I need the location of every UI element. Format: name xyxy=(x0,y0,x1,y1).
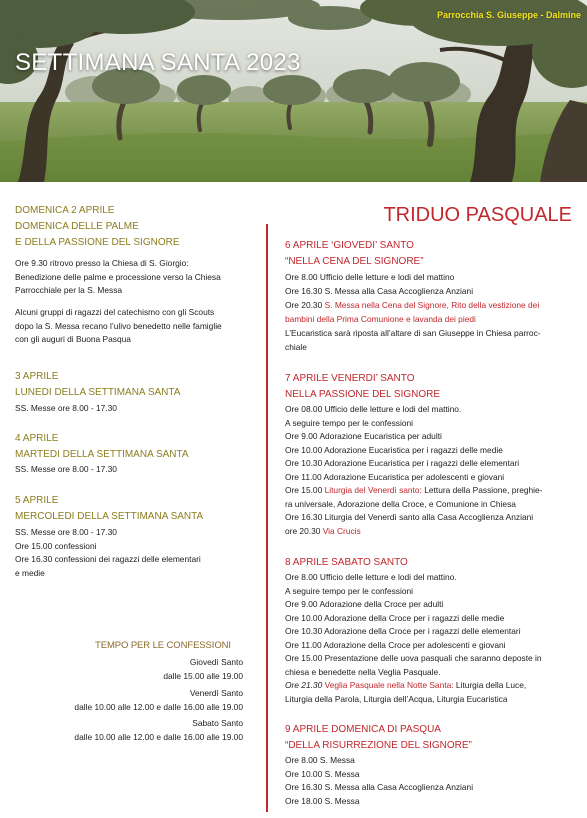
time-text: ore 20.30 xyxy=(285,525,321,536)
schedule-line xyxy=(285,312,541,326)
confessions-times xyxy=(15,655,243,747)
schedule-line: Ore 15.00 confessioni xyxy=(15,540,97,551)
schedule-line: Ore 16.30 S. Messa alla Casa Accoglienza Anziani xyxy=(285,782,474,792)
schedule-line: Ore 10.00 Adorazione Eucaristica per i ragazzi delle medie xyxy=(285,444,503,455)
friday-heading xyxy=(285,371,440,403)
day-heading-line: 8 APRILE SABATO SANTO xyxy=(285,557,408,568)
day-heading-line: E DELLA PASSIONE DEL SIGNORE xyxy=(15,237,180,248)
day-heading-line: DOMENICA 2 APRILE xyxy=(15,205,115,216)
thursday-heading xyxy=(285,238,424,270)
schedule-line: Ore 11.00 Adorazione della Croce per adolescenti e giovani xyxy=(285,639,506,650)
tuesday-heading xyxy=(15,431,189,463)
text-line: Parrocchiale per la S. Messa xyxy=(15,285,123,295)
confession-entry xyxy=(15,716,243,747)
schedule-line: A seguire tempo per le confessioni xyxy=(285,417,414,428)
monday-schedule xyxy=(15,402,117,416)
schedule-line: chiale xyxy=(285,342,307,352)
schedule-line: e medie xyxy=(15,567,45,578)
day-heading-line: 6 APRILE ‘GIOVEDI’ SANTO xyxy=(285,240,414,251)
schedule-line: SS. Messe ore 8.00 - 17.30 xyxy=(15,527,117,537)
time-text: Ore 21.30 xyxy=(285,680,323,690)
schedule-line: Ore 16.30 confessioni dei ragazzi delle elementari xyxy=(15,554,201,564)
palm-sunday-heading xyxy=(15,203,180,251)
palm-sunday-procession-text xyxy=(15,257,221,298)
confession-hours: dalle 10.00 alle 12.00 e dalle 16.00 alle 19.00 xyxy=(74,732,243,742)
day-heading-line: DOMENICA DELLE PALME xyxy=(15,221,139,232)
highlight-text: S. Messa nella Cena del Signore, Rito della vestizione dei xyxy=(324,300,540,310)
day-heading-line: 7 APRILE VENERDI’ SANTO xyxy=(285,373,415,384)
highlight-text: Veglia Pasquale nella Notte Santa: xyxy=(324,680,454,690)
easter-sunday-schedule xyxy=(285,754,473,808)
text-line: con gli auguri di Buona Pasqua xyxy=(15,334,131,344)
schedule-line: Ore 16.30 S. Messa alla Casa Accoglienza Anziani xyxy=(285,286,474,296)
day-heading-line: “DELLA RISURREZIONE DEL SIGNORE” xyxy=(285,740,472,751)
line-text: Liturgia della Luce, xyxy=(455,680,527,690)
wednesday-heading xyxy=(15,493,203,525)
monday-heading xyxy=(15,369,180,401)
day-heading-line: MERCOLEDI DELLA SETTIMANA SANTA xyxy=(15,511,204,522)
confession-day: Sabato Santo xyxy=(192,718,243,728)
schedule-line: chiesa e benedette nella Veglia Pasquale. xyxy=(285,666,441,677)
wednesday-schedule xyxy=(15,526,201,580)
schedule-line: SS. Messe ore 8.00 - 17.30 xyxy=(15,403,117,413)
flyer-title: SETTIMANA SANTA 2023 xyxy=(15,49,301,76)
day-heading-line: 5 APRILE xyxy=(15,495,59,506)
schedule-line: Ore 18.00 S. Messa xyxy=(285,795,360,806)
text-line: Alcuni gruppi di ragazzi del catechismo con gli Scouts xyxy=(15,307,215,317)
parish-name: Parrocchia S. Giuseppe - Dalmine xyxy=(436,10,581,20)
time-text: Ore 20.30 xyxy=(285,300,323,310)
schedule-line: ra universale, Adorazione della Croce, e Comunione in Chiesa xyxy=(285,498,516,509)
schedule-line: Ore 8.00 Ufficio delle letture e lodi del mattino. xyxy=(285,572,457,582)
text-line: Benedizione delle palme e processione verso la Chiesa xyxy=(15,271,221,282)
saturday-schedule xyxy=(285,571,542,706)
schedule-line: Ore 10.00 S. Messa xyxy=(285,768,360,779)
time-text: Ore 15.00 xyxy=(285,485,323,495)
triduo-title: TRIDUO PASQUALE xyxy=(383,204,572,226)
schedule-line xyxy=(285,298,541,312)
schedule-line: A seguire tempo per le confessioni xyxy=(285,585,414,596)
schedule-line: Ore 10.30 Adorazione della Croce per i ragazzi delle elementari xyxy=(285,626,521,636)
tuesday-schedule xyxy=(15,463,117,477)
palm-sunday-olive-text xyxy=(15,306,222,347)
highlight-text: bambini della Prima Comunione e lavanda dei piedi xyxy=(285,314,476,324)
schedule-line: Ore 9.00 Adorazione della Croce per adulti xyxy=(285,599,444,609)
schedule-line: Ore 11.00 Adorazione Eucaristica per adolescenti e giovani xyxy=(285,471,505,482)
highlight-text: Via Crucis xyxy=(322,525,361,536)
confession-hours: dalle 15.00 alle 19.00 xyxy=(163,671,243,681)
schedule-line: SS. Messe ore 8.00 - 17.30 xyxy=(15,464,117,474)
day-heading-line: NELLA PASSIONE DEL SIGNORE xyxy=(285,389,441,400)
confessions-title: TEMPO PER LE CONFESSIONI xyxy=(95,640,231,651)
schedule-line xyxy=(285,679,542,693)
confession-day: Venerdì Santo xyxy=(189,687,243,698)
schedule-line: Ore 15.00 Presentazione delle uova pasquali che saranno deposte in xyxy=(285,653,542,663)
confession-entry xyxy=(15,686,243,717)
day-heading-line: LUNEDI DELLA SETTIMANA SANTA xyxy=(15,387,181,398)
schedule-line: Ore 8.00 S. Messa xyxy=(285,755,355,765)
friday-schedule xyxy=(285,403,542,538)
day-heading-line: 3 APRILE xyxy=(15,371,59,382)
schedule-line: Ore 16.30 Liturgia del Venerdì santo alla Casa Accoglienza Anziani xyxy=(285,512,534,522)
schedule-line: Ore 8.00 Ufficio delle letture e lodi del mattino xyxy=(285,272,455,282)
day-heading-line: MARTEDI DELLA SETTIMANA SANTA xyxy=(15,449,189,460)
schedule-line: Ore 10.00 Adorazione della Croce per i ragazzi delle medie xyxy=(285,612,505,623)
day-heading-line: 4 APRILE xyxy=(15,433,59,444)
easter-sunday-heading xyxy=(285,722,472,754)
schedule-line: L’Eucaristica sarà riposta all’altare di san Giuseppe in Chiesa parroc- xyxy=(285,328,541,338)
saturday-heading xyxy=(285,555,408,571)
olive-grove-photo xyxy=(0,0,587,182)
schedule-line: Ore 9.00 Adorazione Eucaristica per adulti xyxy=(285,431,442,441)
text-line: Ore 9.30 ritrovo presso la Chiesa di S. Giorgio: xyxy=(15,258,189,268)
confession-day: Giovedì Santo xyxy=(189,657,243,667)
schedule-line: Liturgia della Parola, Liturgia dell’Acqua, Liturgia Eucaristica xyxy=(285,693,508,704)
highlight-text: Liturgia del Venerdì santo: xyxy=(324,485,422,495)
schedule-line: Ore 08.00 Ufficio delle letture e lodi del mattino. xyxy=(285,404,462,414)
thursday-schedule xyxy=(285,270,541,354)
schedule-line xyxy=(285,484,542,498)
day-heading-line: 9 APRILE DOMENICA DI PASQUA xyxy=(285,724,441,735)
day-heading-line: “NELLA CENA DEL SIGNORE” xyxy=(285,256,424,267)
schedule-line: Ore 10.30 Adorazione Eucaristica per i ragazzi delle elementari xyxy=(285,458,520,468)
schedule-line xyxy=(285,525,542,539)
confession-hours: dalle 10.00 alle 12.00 e dalle 16.00 alle 19.00 xyxy=(74,701,243,712)
confession-entry xyxy=(15,655,243,686)
line-text: Lettura della Passione, preghie- xyxy=(424,485,543,495)
text-line: dopo la S. Messa recano l’ulivo benedetto nelle famiglie xyxy=(15,320,222,331)
column-divider xyxy=(266,224,268,812)
